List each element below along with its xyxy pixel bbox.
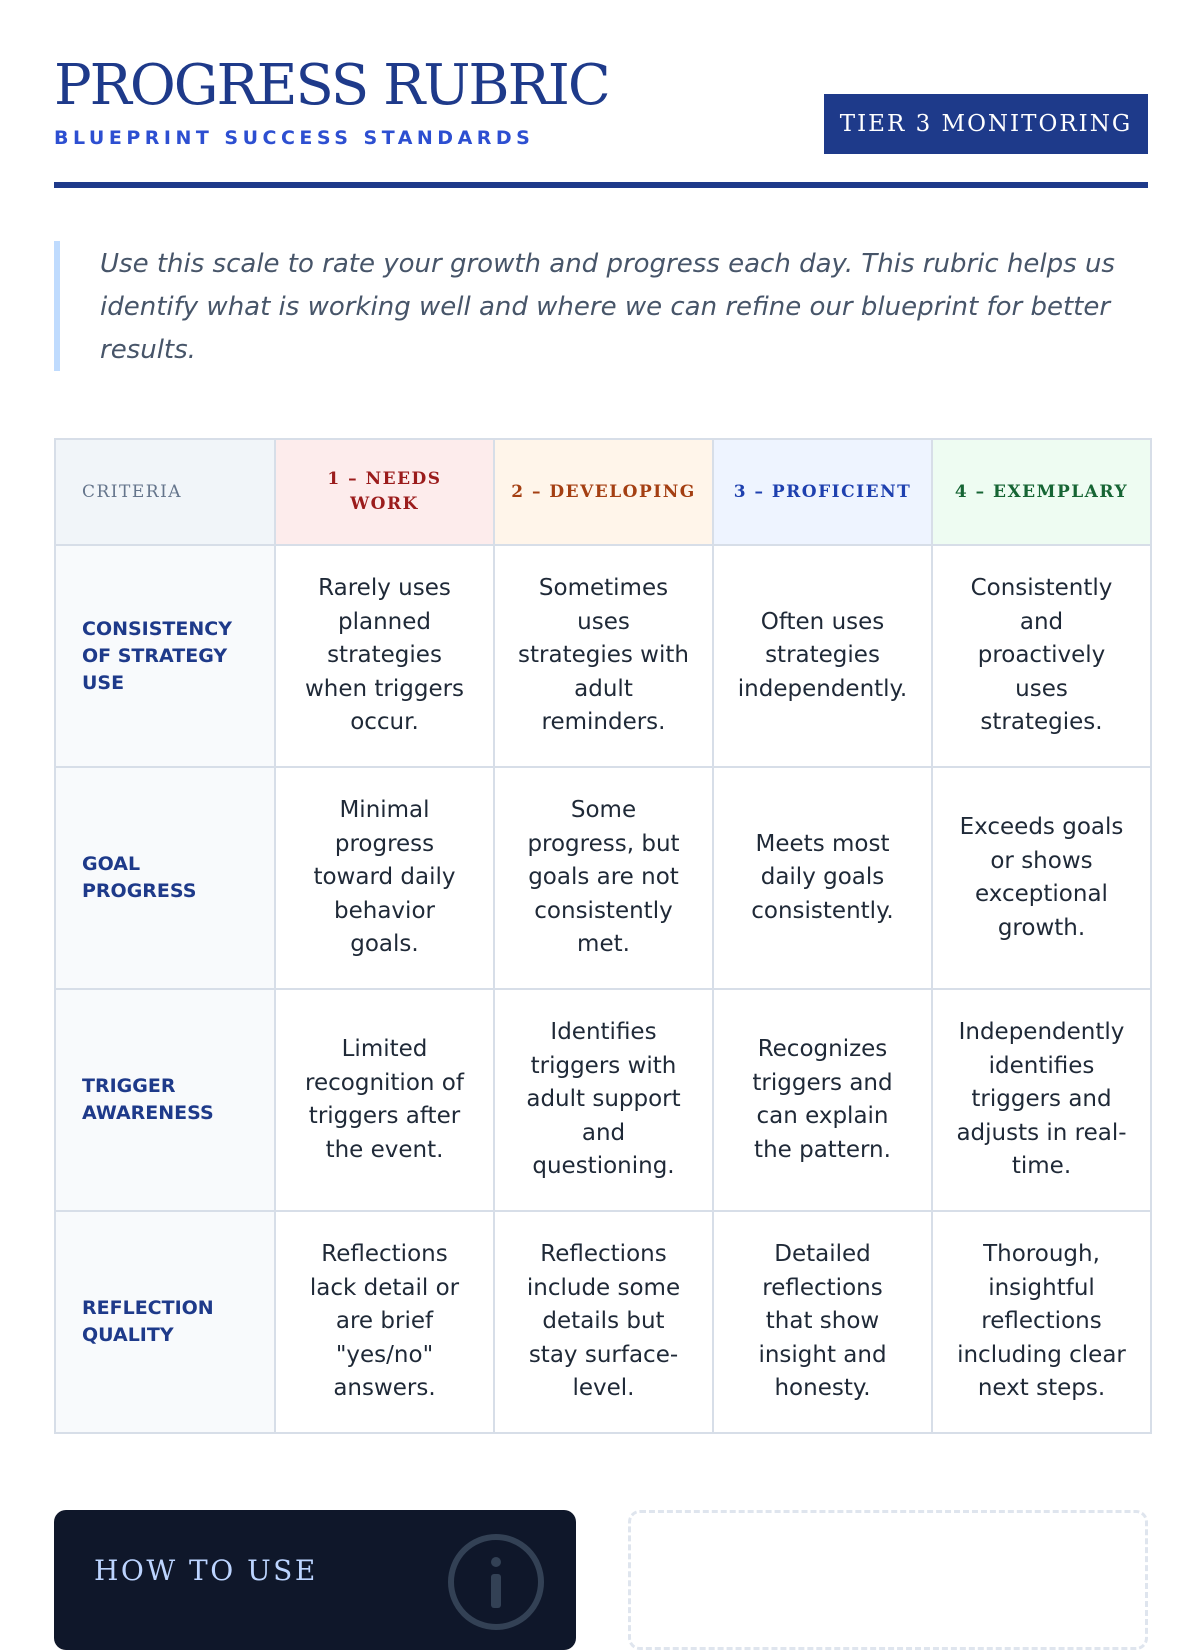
column-header-criteria: CRITERIA: [55, 439, 275, 545]
table-row: [55, 1211, 1151, 1433]
rubric-cell: Minimal progress toward daily behavior goals.: [275, 767, 494, 989]
rubric-cell: Identifies triggers with adult support and questioning.: [494, 989, 713, 1211]
rubric-cell: Recognizes triggers and can explain the pattern.: [713, 989, 932, 1211]
rubric-cell: Rarely uses planned strategies when triggers occur.: [275, 545, 494, 767]
criteria-label: GOAL PROGRESS: [55, 767, 275, 989]
column-header-developing: 2 – DEVELOPING: [494, 439, 713, 545]
tier-badge: TIER 3 MONITORING: [824, 94, 1148, 154]
notes-box: [628, 1510, 1148, 1650]
column-header-needs-work: 1 – NEEDS WORK: [275, 439, 494, 545]
how-to-use-title: HOW TO USE: [94, 1554, 318, 1587]
criteria-label: CONSISTENCY OF STRATEGY USE: [55, 545, 275, 767]
rubric-cell: Detailed reflections that show insight and honesty.: [713, 1211, 932, 1433]
column-header-proficient: 3 – PROFICIENT: [713, 439, 932, 545]
rubric-cell: Limited recognition of triggers after the event.: [275, 989, 494, 1211]
rubric-header-row: [55, 439, 1151, 545]
rubric-cell: Reflections lack detail or are brief "yes/no" answers.: [275, 1211, 494, 1433]
table-row: [55, 767, 1151, 989]
table-row: [55, 989, 1151, 1211]
rubric-cell: Thorough, insightful reflections including clear next steps.: [932, 1211, 1151, 1433]
table-row: [55, 545, 1151, 767]
rubric-cell: Often uses strategies independently.: [713, 545, 932, 767]
rubric-cell: Some progress, but goals are not consistently met.: [494, 767, 713, 989]
rubric-cell: Reflections include some details but stay surface-level.: [494, 1211, 713, 1433]
rubric-cell: Exceeds goals or shows exceptional growth.: [932, 767, 1151, 989]
page-subtitle: BLUEPRINT SUCCESS STANDARDS: [54, 127, 535, 149]
rubric-table: [54, 438, 1152, 1434]
intro-text: Use this scale to rate your growth and progress each day. This rubric helps us identify what is working well and where we can refine our blueprint for better results.: [54, 241, 1148, 371]
rubric-cell: Sometimes uses strategies with adult reminders.: [494, 545, 713, 767]
rubric-cell: Consistently and proactively uses strategies.: [932, 545, 1151, 767]
page-title: PROGRESS RUBRIC: [54, 53, 609, 118]
how-to-use-card: [54, 1510, 576, 1650]
rubric-cell: Meets most daily goals consistently.: [713, 767, 932, 989]
rubric-cell: Independently identifies triggers and adjusts in real-time.: [932, 989, 1151, 1211]
page-header: [54, 50, 1148, 188]
criteria-label: TRIGGER AWARENESS: [55, 989, 275, 1211]
column-header-exemplary: 4 – EXEMPLARY: [932, 439, 1151, 545]
info-icon: [446, 1532, 546, 1632]
criteria-label: REFLECTION QUALITY: [55, 1211, 275, 1433]
